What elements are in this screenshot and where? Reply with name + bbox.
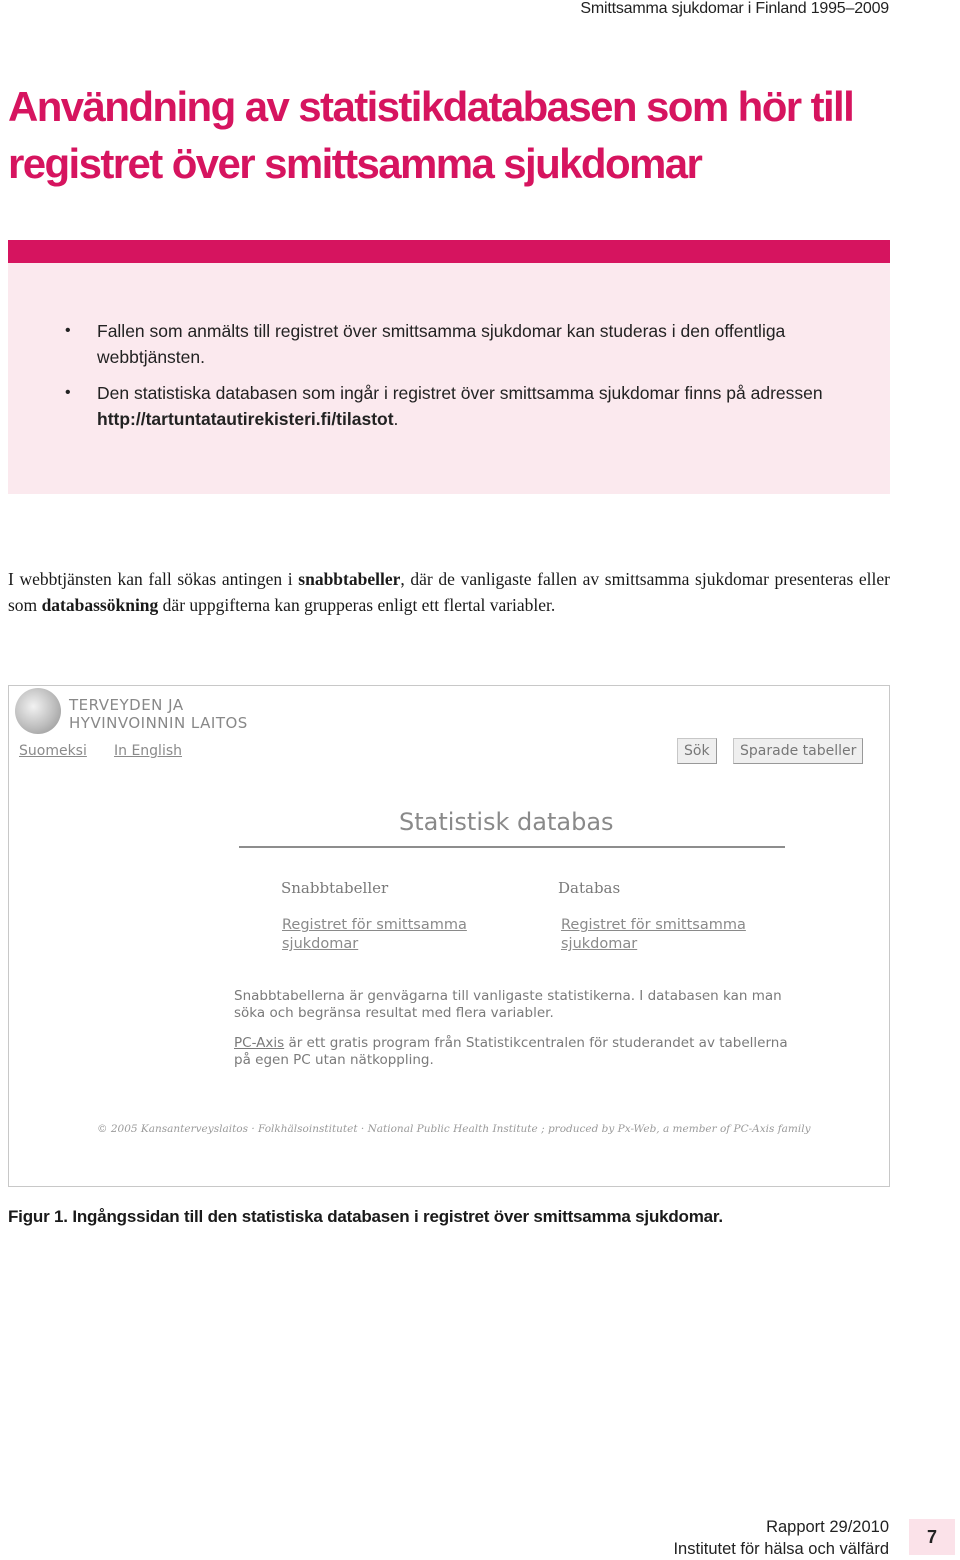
pcaxis-description-text: är ett gratis program från Statistikcentralen för studerandet av tabellerna på egen PC utan nätkoppling. <box>234 1035 788 1068</box>
thl-logo-icon <box>15 688 61 734</box>
bullet-icon: • <box>65 384 71 401</box>
info-list <box>63 318 843 442</box>
org-name: TERVEYDEN JA HYVINVOINNIN LAITOS <box>69 696 248 732</box>
lang-link-suomeksi[interactable]: Suomeksi <box>19 743 87 759</box>
database-registry-link[interactable]: Registret för smittsamma sjukdomar <box>561 917 746 952</box>
intro-text: I webbtjänsten kan fall sökas antingen i <box>8 569 299 589</box>
lang-link-english[interactable]: In English <box>114 743 183 759</box>
intro-paragraph <box>8 566 890 618</box>
intro-bold-snabbtabeller: snabbtabeller <box>298 569 401 589</box>
info-box-accent-bar <box>8 240 890 263</box>
heading-divider <box>239 846 785 848</box>
database-column-title: Databas <box>558 879 621 897</box>
info-box <box>8 240 890 494</box>
bullet-icon: • <box>65 322 71 339</box>
quick-tables-registry-link[interactable]: Registret för smittsamma sjukdomar <box>282 917 467 952</box>
info-bullet-text-end: . <box>393 409 399 429</box>
page-number: 7 <box>909 1519 955 1555</box>
info-bullet-1 <box>63 318 843 370</box>
search-button[interactable]: Sök <box>677 738 717 764</box>
figure-caption: Figur 1. Ingångssidan till den statistiska databasen i registret över smittsamma sjukdomar. <box>8 1207 723 1226</box>
running-header: Smittsamma sjukdomar i Finland 1995–2009 <box>580 0 889 17</box>
database-url-link[interactable]: http://tartuntatautirekisteri.fi/tilastot <box>97 409 394 429</box>
info-bullet-text: Fallen som anmälts till registret över smittsamma sjukdomar kan studeras i den offentliga webbtjänsten. <box>97 321 786 367</box>
page-footer <box>673 1516 889 1560</box>
quick-tables-title: Snabbtabeller <box>281 879 389 897</box>
pcaxis-link[interactable]: PC-Axis <box>234 1035 285 1051</box>
saved-tables-button[interactable]: Sparade tabeller <box>733 738 863 764</box>
intro-text: , där de vanligaste fallen av smittsamma sjukdomar presenteras eller som <box>8 569 890 615</box>
page-title: Användning av statistikdatabasen som hör till registret över smittsamma sjukdomar <box>8 83 854 187</box>
figure-footer: © 2005 Kansanterveyslaitos · Folkhälsoinstitutet · National Public Health Institute ; produced by Px-Web, a member of PC-Axis family <box>97 1123 811 1135</box>
quick-tables-description: Snabbtabellerna är genvägarna till vanligaste statistikerna. I databasen kan man söka och begränsa resultat med flera variabler. <box>234 988 782 1021</box>
figure-screenshot <box>8 685 890 1187</box>
intro-bold-databassokning: databassökning <box>41 595 159 615</box>
report-number: Rapport 29/2010 <box>766 1518 889 1536</box>
info-bullet-2 <box>63 380 843 432</box>
info-bullet-text: Den statistiska databasen som ingår i registret över smittsamma sjukdomar finns på adressen <box>97 383 823 403</box>
pcaxis-description <box>234 1035 794 1069</box>
intro-text: där uppgifterna kan grupperas enligt ett flertal variabler. <box>158 595 556 615</box>
database-heading: Statistisk databas <box>399 808 614 836</box>
institute-name: Institutet för hälsa och välfärd <box>673 1540 889 1558</box>
